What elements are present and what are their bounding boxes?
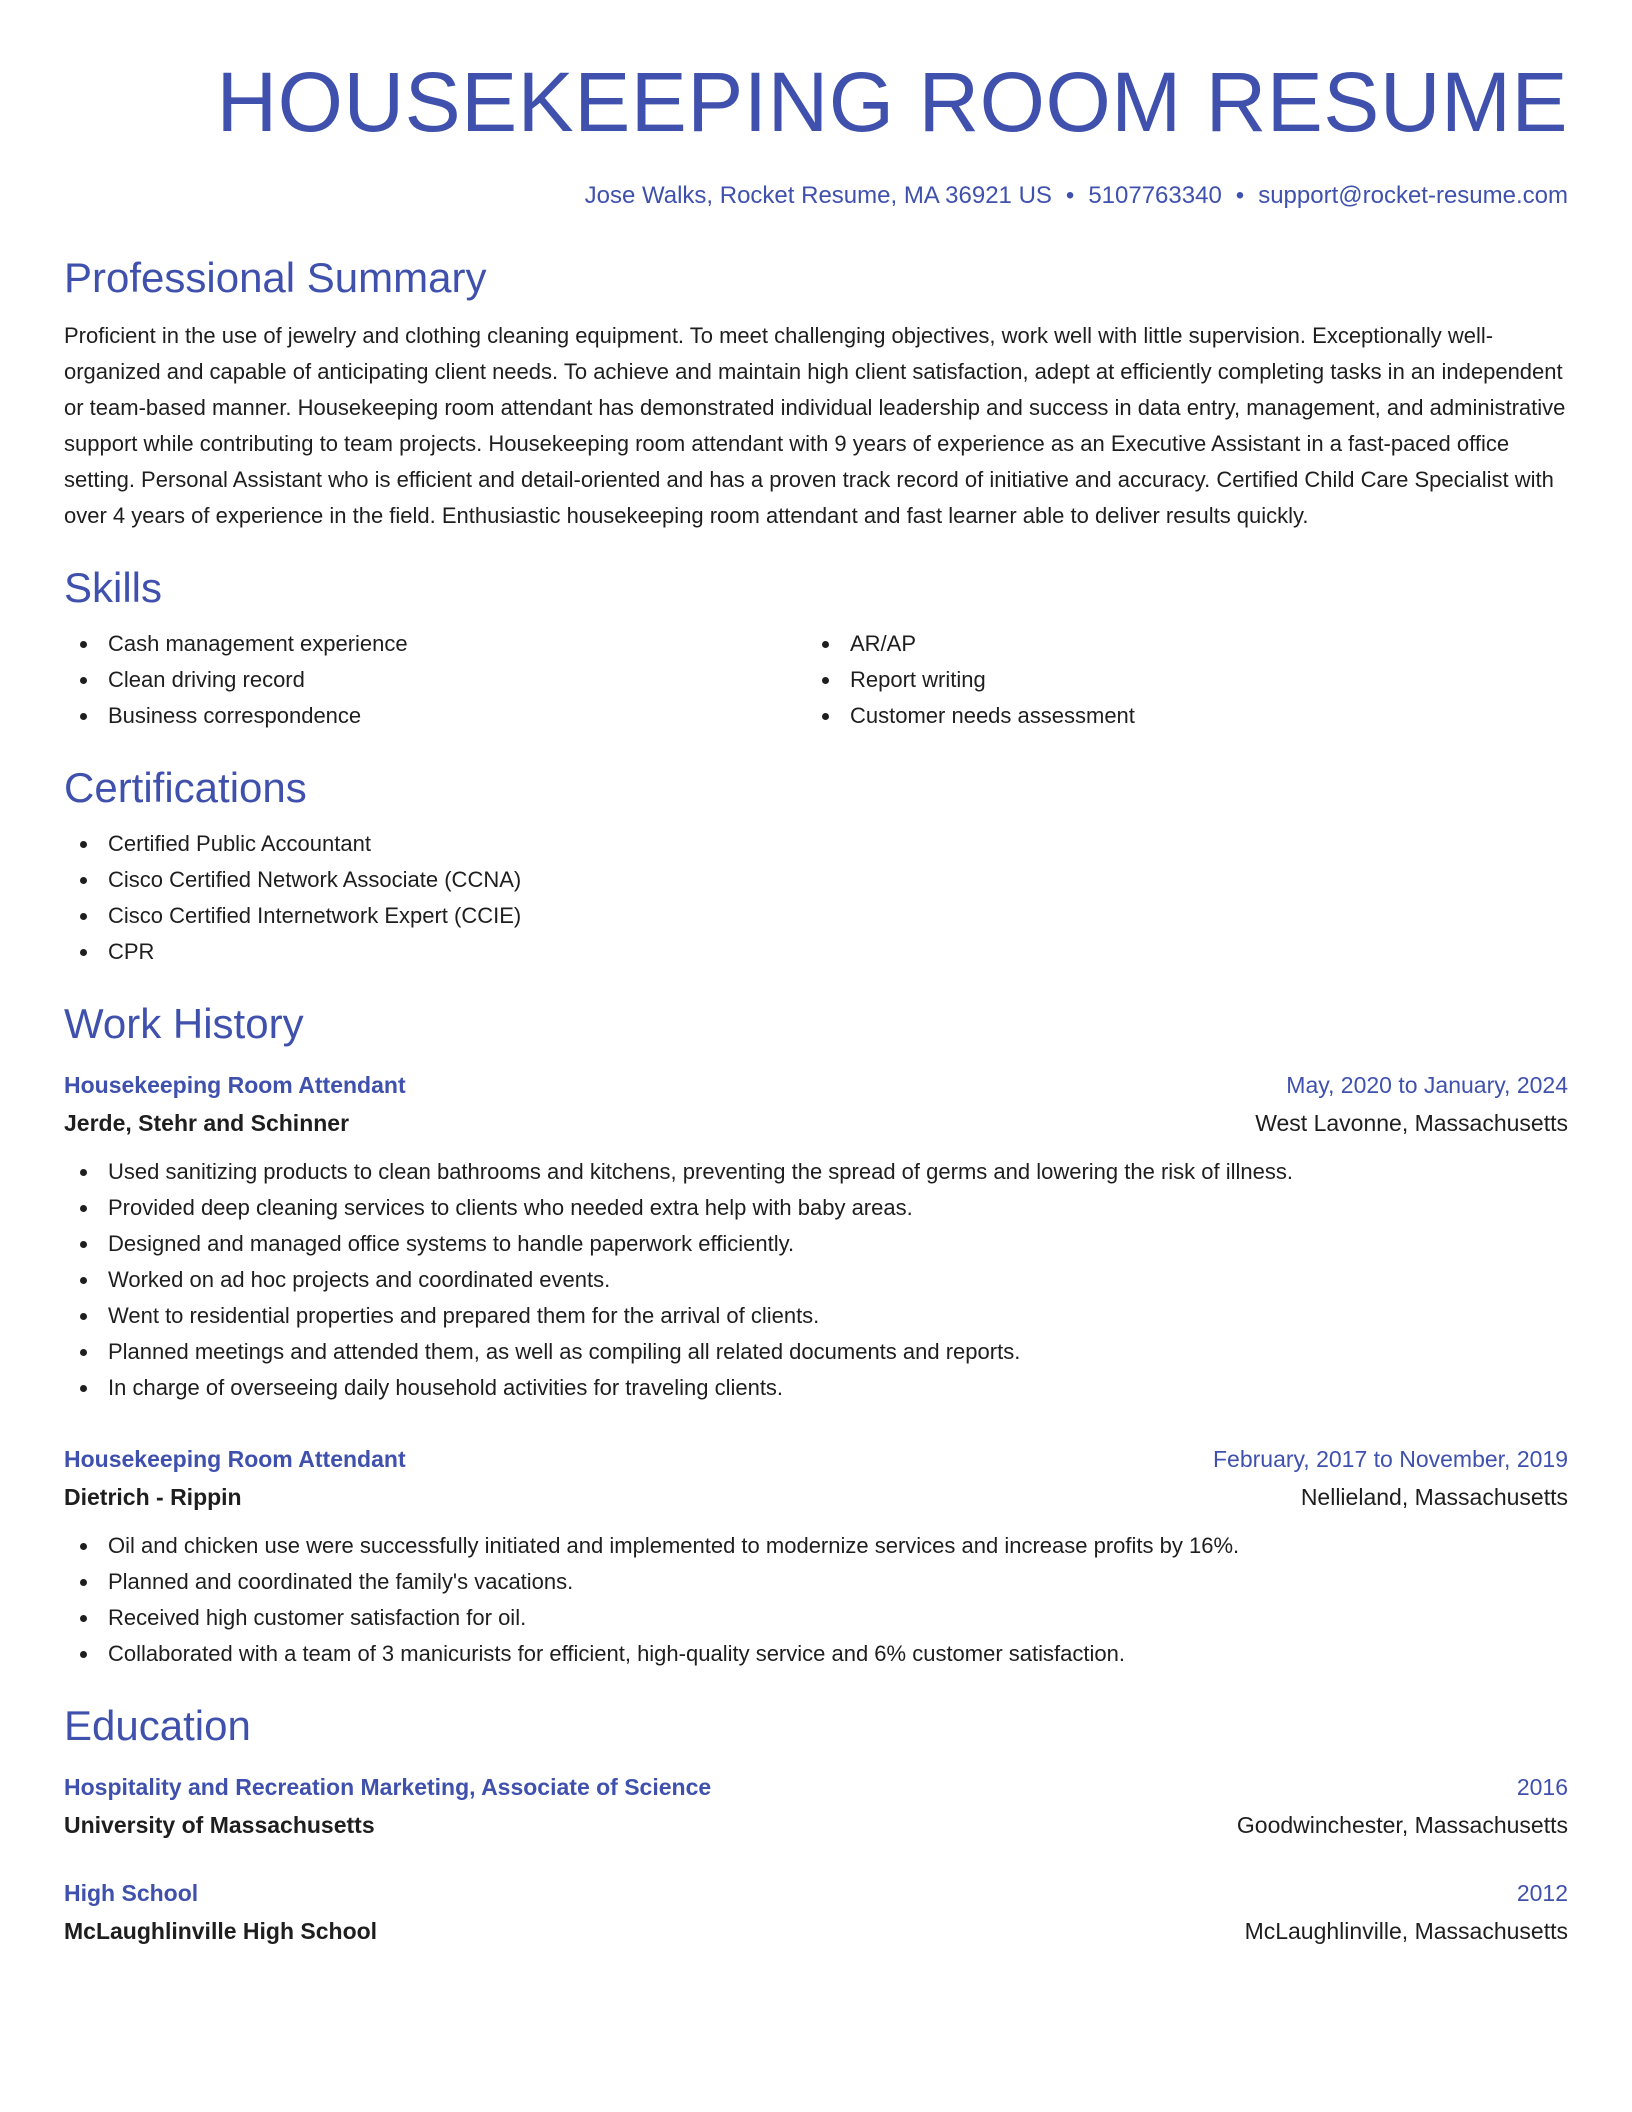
education-school: University of Massachusetts (64, 1812, 375, 1838)
resume-page (64, 0, 1568, 1950)
job-dates: February, 2017 to November, 2019 (1212, 1446, 1568, 1472)
job-duty: Collaborated with a team of 3 manicurists for efficient, high-quality service and 6% customer satisfaction. (64, 1636, 1568, 1672)
skills-grid (64, 626, 1568, 734)
job-duty: Oil and chicken use were successfully initiated and implemented to modernize services and increase profits by 16%. (64, 1528, 1568, 1564)
job-duty: Provided deep cleaning services to clients who needed extra help with baby areas. (64, 1190, 1568, 1226)
job-duties-list (64, 1154, 1568, 1406)
certification-item: Cisco Certified Network Associate (CCNA) (64, 862, 1568, 898)
education-heading: Education (64, 1702, 251, 1749)
certification-item: Certified Public Accountant (64, 826, 1568, 862)
contact-separator: • (1235, 182, 1245, 209)
job-duty: Went to residential properties and prepared them for the arrival of clients. (64, 1298, 1568, 1334)
work-history-heading: Work History (64, 1000, 304, 1047)
resume-title: HOUSEKEEPING ROOM RESUME (216, 55, 1568, 149)
contact-email[interactable]: support@rocket-resume.com (1258, 182, 1568, 209)
skills-list-right (806, 626, 1548, 734)
contact-separator: • (1065, 182, 1075, 209)
skill-item: Customer needs assessment (806, 698, 1548, 734)
summary-heading: Professional Summary (64, 254, 487, 301)
job-location: West Lavonne, Massachusetts (1255, 1110, 1568, 1136)
skills-heading: Skills (64, 564, 163, 611)
education-year: 2016 (1516, 1774, 1568, 1800)
contact-line (64, 180, 1568, 212)
job-title: Housekeeping Room Attendant (64, 1072, 406, 1098)
job-duties-list (64, 1528, 1568, 1672)
job-duty: In charge of overseeing daily household activities for traveling clients. (64, 1370, 1568, 1406)
contact-phone[interactable]: 5107763340 (1088, 182, 1222, 209)
job-duty: Used sanitizing products to clean bathrooms and kitchens, preventing the spread of germs and lowering the risk of illness. (64, 1154, 1568, 1190)
job-duty: Received high customer satisfaction for oil. (64, 1600, 1568, 1636)
certification-item: Cisco Certified Internetwork Expert (CCIE) (64, 898, 1568, 934)
education-header (64, 1768, 1568, 1806)
certifications-heading: Certifications (64, 764, 307, 811)
skill-item: Report writing (806, 662, 1548, 698)
education-degree: High School (64, 1880, 199, 1906)
contact-address: Jose Walks, Rocket Resume, MA 36921 US (584, 182, 1052, 209)
education-location: McLaughlinville, Massachusetts (1244, 1918, 1568, 1944)
job-dates: May, 2020 to January, 2024 (1286, 1072, 1568, 1098)
job-title: Housekeeping Room Attendant (64, 1446, 406, 1472)
education-header (64, 1874, 1568, 1912)
skills-list-left (64, 626, 806, 734)
education-subheader (64, 1806, 1568, 1844)
job-duty: Planned and coordinated the family's vacations. (64, 1564, 1568, 1600)
education-year: 2012 (1516, 1880, 1568, 1906)
job-location: Nellieland, Massachusetts (1300, 1484, 1568, 1510)
certification-item: CPR (64, 934, 1568, 970)
education-entry (64, 1874, 1568, 1950)
education-degree: Hospitality and Recreation Marketing, Associate of Science (64, 1774, 712, 1800)
certifications-list (64, 826, 1568, 970)
job-duty: Planned meetings and attended them, as well as compiling all related documents and reports. (64, 1334, 1568, 1370)
job-subheader (64, 1478, 1568, 1516)
job-duty: Worked on ad hoc projects and coordinated events. (64, 1262, 1568, 1298)
job-header (64, 1440, 1568, 1478)
job-company: Jerde, Stehr and Schinner (64, 1110, 350, 1136)
skill-item: Clean driving record (64, 662, 806, 698)
job-duty: Designed and managed office systems to handle paperwork efficiently. (64, 1226, 1568, 1262)
job-entry (64, 1440, 1568, 1672)
education-location: Goodwinchester, Massachusetts (1236, 1812, 1568, 1838)
education-subheader (64, 1912, 1568, 1950)
skill-item: Business correspondence (64, 698, 806, 734)
summary-text: Proficient in the use of jewelry and clothing cleaning equipment. To meet challenging objectives, work well with little supervision. Exceptionally well-organized and capable of anticipating client needs. To achieve and maintain high client satisfaction, adept at efficiently completing tasks in an independent or team-based manner. Housekeeping room attendant has demonstrated individual leadership and success in data entry, management, and administrative support while contributing to team projects. Housekeeping room attendant with 9 years of experience as an Executive Assistant in a fast-paced office setting. Personal Assistant who is efficient and detail-oriented and has a proven track record of initiative and accuracy. Certified Child Care Specialist with over 4 years of experience in the field. Enthusiastic housekeeping room attendant and fast learner able to deliver results quickly. (64, 323, 1566, 528)
skill-item: AR/AP (806, 626, 1548, 662)
job-subheader (64, 1104, 1568, 1142)
job-entry (64, 1066, 1568, 1406)
job-company: Dietrich - Rippin (64, 1484, 242, 1510)
education-school: McLaughlinville High School (64, 1918, 378, 1944)
education-entry (64, 1768, 1568, 1844)
skill-item: Cash management experience (64, 626, 806, 662)
job-header (64, 1066, 1568, 1104)
